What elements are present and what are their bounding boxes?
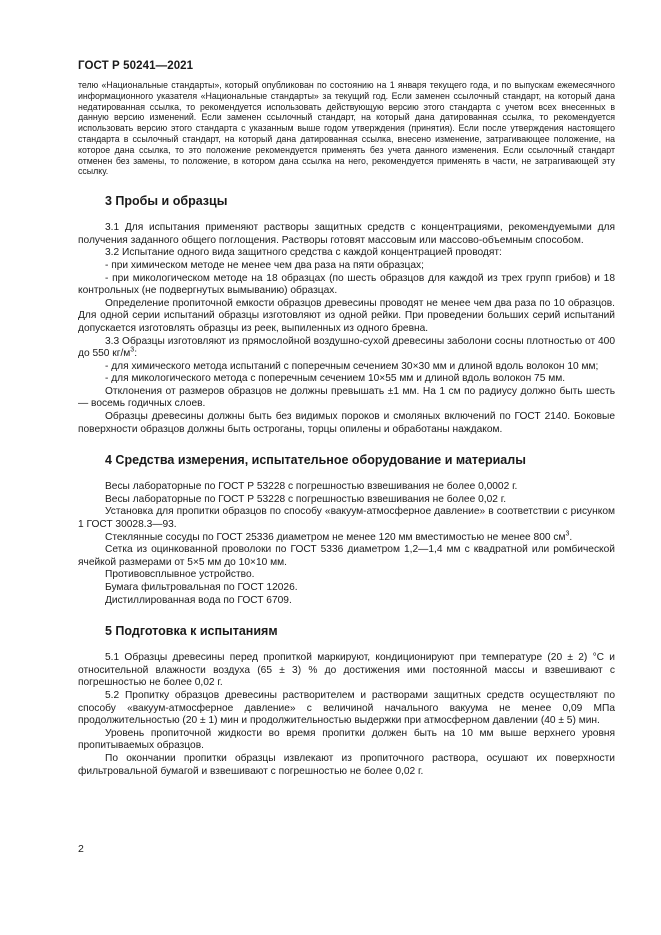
section-5-paragraph: По окончании пропитки образцы извлекают из пропиточного раствора, осушают их поверхности фильтровальной бумагой и взвешивают с погрешностью не более 0,02 г.	[78, 752, 615, 777]
section-3-paragraph: Отклонения от размеров образцов не должны превышать ±1 мм. На 1 см по радиусу должно быть шесть — восемь годичных слоев.	[78, 385, 615, 410]
section-3-heading: 3 Пробы и образцы	[105, 194, 228, 209]
section-4-item: Установка для пропитки образцов по способу «вакуум-атмосферное давление» в соответствии с рисунком 1 ГОСТ 30028.3—93.	[78, 506, 615, 531]
section-4-item: Весы лабораторные по ГОСТ Р 53228 с погрешностью взвешивания не более 0,0002 г.	[105, 481, 518, 493]
section-4-item: Сетка из оцинкованной проволоки по ГОСТ 5336 диаметром 1,2—1,4 мм с квадратной или ромбической ячейкой размерами от 5×5 мм до 10×10 мм.	[78, 544, 615, 568]
superscript: 3	[565, 530, 570, 538]
section-4-item: Дистиллированная вода по ГОСТ 6709.	[105, 594, 292, 606]
section-5-heading: 5 Подготовка к испытаниям	[105, 624, 278, 639]
intro-paragraph: телю «Национальные стандарты», который опубликован по состоянию на 1 января текущего года, и по выпускам ежемесячного информационного указателя «Национальные стандарты» за текущий год. Если заменен ссылочный стандарт, на который дана недатированная ссылка, то рекомендуется использовать действующую версию этого стандарта с учетом всех внесенных в данную версию изменений. Если заменен ссылочный стандарт, на который дана датированная ссылка, то рекомендуется использовать версию этого стандарта с указанным выше годом утверждения (принятия). Если после утверждения настоящего стандарта в ссылочный стандарт, на который дана датированная ссылка, внесено изменение, затрагивающее положение, на которое дана ссылка, то это положение рекомендуется применять без учета данного изменения. Если ссылочный стандарт отменен без замены, то положение, в котором дана ссылка на него, рекомендуется применять в части, не затрагивающей эту ссылку.	[78, 80, 615, 177]
section-4-item: Весы лабораторные по ГОСТ Р 53228 с погрешностью взвешивания не более 0,02 г.	[105, 493, 507, 505]
section-5-paragraph: 5.1 Образцы древесины перед пропиткой маркируют, кондиционируют при температуре (20 ± 2) °С и относительной влажности воздуха (65 ± 3) % до достижения ими постоянной массы и взвешивают с погрешностью не более 0,02 г.	[78, 652, 615, 689]
section-4-item: Противовсплывное устройство.	[105, 569, 255, 581]
vessel-text: Стеклянные сосуды по ГОСТ 25336 диаметром не менее 120 мм вместимостью не менее 800 см	[105, 531, 566, 543]
section-4-item: Бумага фильтровальная по ГОСТ 12026.	[105, 582, 298, 594]
section-3-paragraph	[78, 336, 615, 361]
section-3-paragraph: 3.2 Испытание одного вида защитного средства с каждой концентрацией проводят:	[105, 247, 502, 259]
document-header: ГОСТ Р 50241—2021	[78, 60, 194, 72]
section-3-paragraph: Определение пропиточной емкости образцов древесины проводят не менее чем два раза по 10 образцов. Для одной серии испытаний образцы изготовляют из одной рейки. При проведении больших серий испытаний допускается изготовлять образцы из реек, выпиленных из одного бревна.	[78, 297, 615, 334]
page-content	[78, 80, 615, 778]
section-4-item	[78, 532, 615, 545]
section-3-list-item: - для микологического метода с поперечным сечением 10×55 мм и длиной вдоль волокон 75 мм.	[105, 373, 566, 385]
section-3-paragraph: Образцы древесины должны быть без видимых пороков и смоляных включений по ГОСТ 2140. Боковые поверхности образцов должны быть остроганы, торцы опилены и обработаны наждаком.	[78, 411, 615, 435]
section-3-list-item: - при микологическом методе на 18 образцах (по шесть образцов для каждой из трех групп грибов) и 18 контрольных (не подвергнутых вымыванию) образцах.	[78, 272, 615, 297]
section-3-paragraph: 3.1 Для испытания применяют растворы защитных средств с концентрациями, рекомендуемыми для получения заданного общего поглощения. Растворы готовят массовым или массово-объемным способом.	[78, 222, 615, 246]
section-5-paragraph: Уровень пропиточной жидкости во время пропитки должен быть на 10 мм выше верхнего уровня пропитываемых образцов.	[78, 727, 615, 752]
section-4-heading: 4 Средства измерения, испытательное оборудование и материалы	[105, 453, 526, 468]
vessel-text-end: .	[569, 531, 573, 543]
section-3-list-item: - для химического метода испытаний с поперечным сечением 30×30 мм и длиной вдоль волокон 10 мм;	[105, 360, 599, 372]
density-text-end: :	[134, 348, 138, 360]
section-3-list-item: - при химическом методе не менее чем два раза на пяти образцах;	[105, 259, 424, 271]
density-text: 3.3 Образцы изготовляют из прямослойной воздушно-сухой древесины заболони сосны плотностью от 400 до 550 кг/м	[78, 335, 615, 360]
superscript: 3	[130, 346, 135, 354]
page-number: 2	[78, 843, 84, 855]
section-5-paragraph: 5.2 Пропитку образцов древесины растворителем и растворами защитных средств осуществляют по способу «вакуум-атмосферное давление» с величиной начального вакуума не менее 0,09 МПа продолжительностью (20 ± 1) мин и продолжительностью выдержки при атмосферном давлении (40 ± 5) мин.	[78, 689, 615, 727]
